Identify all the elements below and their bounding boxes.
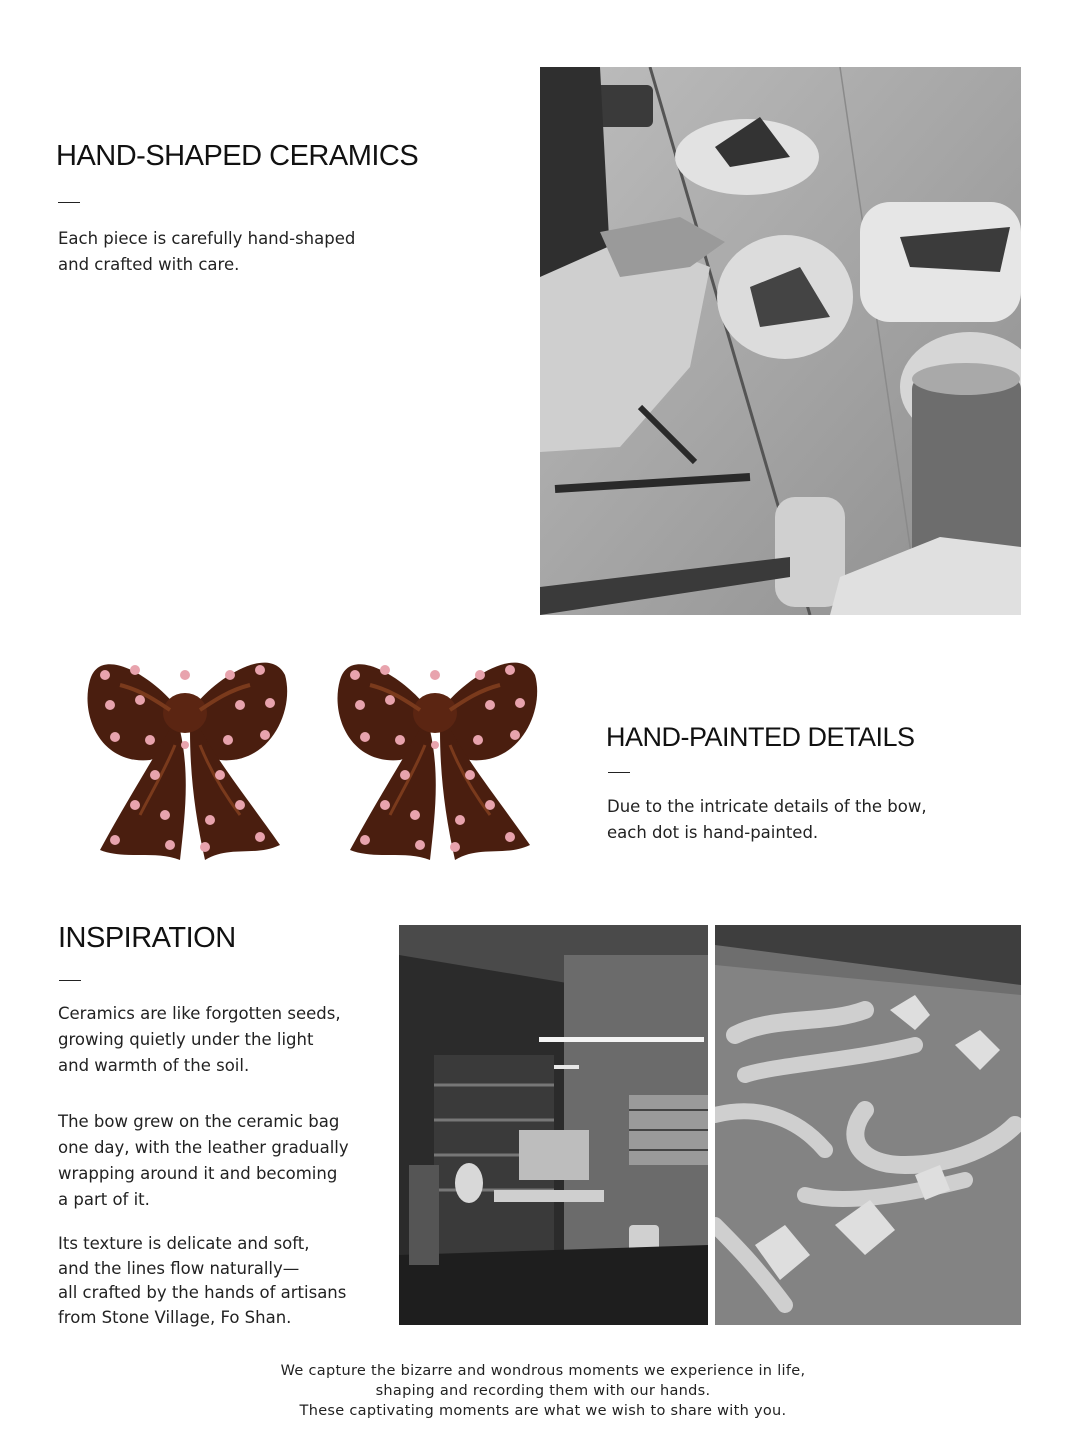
painted-divider xyxy=(608,772,630,773)
painted-description xyxy=(607,794,927,846)
inspiration-line: wrapping around it and becoming xyxy=(58,1164,338,1183)
inspiration-title: INSPIRATION xyxy=(58,922,236,954)
painted-description-line: Due to the intricate details of the bow, xyxy=(607,797,927,816)
polka-dot-bow-earrings xyxy=(80,640,550,865)
inspiration-line: Its texture is delicate and soft, xyxy=(58,1234,310,1253)
bow-earrings-illustration xyxy=(80,640,550,865)
studio-interior-photo xyxy=(399,925,708,1325)
inspiration-line: The bow grew on the ceramic bag xyxy=(58,1112,340,1131)
inspiration-paragraph-1 xyxy=(58,1001,341,1079)
footer-statement xyxy=(0,1361,1086,1421)
inspiration-line: all crafted by the hands of artisans xyxy=(58,1283,347,1302)
footer-line: These captivating moments are what we wish to share with you. xyxy=(299,1403,787,1419)
footer-line: shaping and recording them with our hands. xyxy=(375,1383,711,1399)
painted-title: HAND-PAINTED DETAILS xyxy=(606,722,915,752)
footer-line: We capture the bizarre and wondrous moments we experience in life, xyxy=(280,1363,806,1379)
shaped-divider xyxy=(58,202,80,203)
inspiration-line: Ceramics are like forgotten seeds, xyxy=(58,1004,341,1023)
shaped-description xyxy=(58,226,355,278)
inspiration-divider xyxy=(59,980,81,981)
inspiration-line: one day, with the leather gradually xyxy=(58,1138,349,1157)
inspiration-line: and warmth of the soil. xyxy=(58,1056,250,1075)
inspiration-paragraph-2 xyxy=(58,1109,349,1213)
painted-description-line: each dot is hand-painted. xyxy=(607,823,819,842)
clay-bows-photo xyxy=(715,925,1021,1325)
inspiration-paragraph-3 xyxy=(58,1232,346,1330)
shaped-description-line: and crafted with care. xyxy=(58,255,240,274)
inspiration-line: from Stone Village, Fo Shan. xyxy=(58,1307,292,1327)
inspiration-line: and the lines flow naturally— xyxy=(58,1258,300,1278)
inspiration-line: growing quietly under the light xyxy=(58,1030,314,1049)
inspiration-line: a part of it. xyxy=(58,1190,150,1209)
shaped-description-line: Each piece is carefully hand-shaped xyxy=(58,229,356,248)
shaped-title: HAND-SHAPED CERAMICS xyxy=(56,140,419,172)
workshop-hands-photo xyxy=(540,67,1021,615)
